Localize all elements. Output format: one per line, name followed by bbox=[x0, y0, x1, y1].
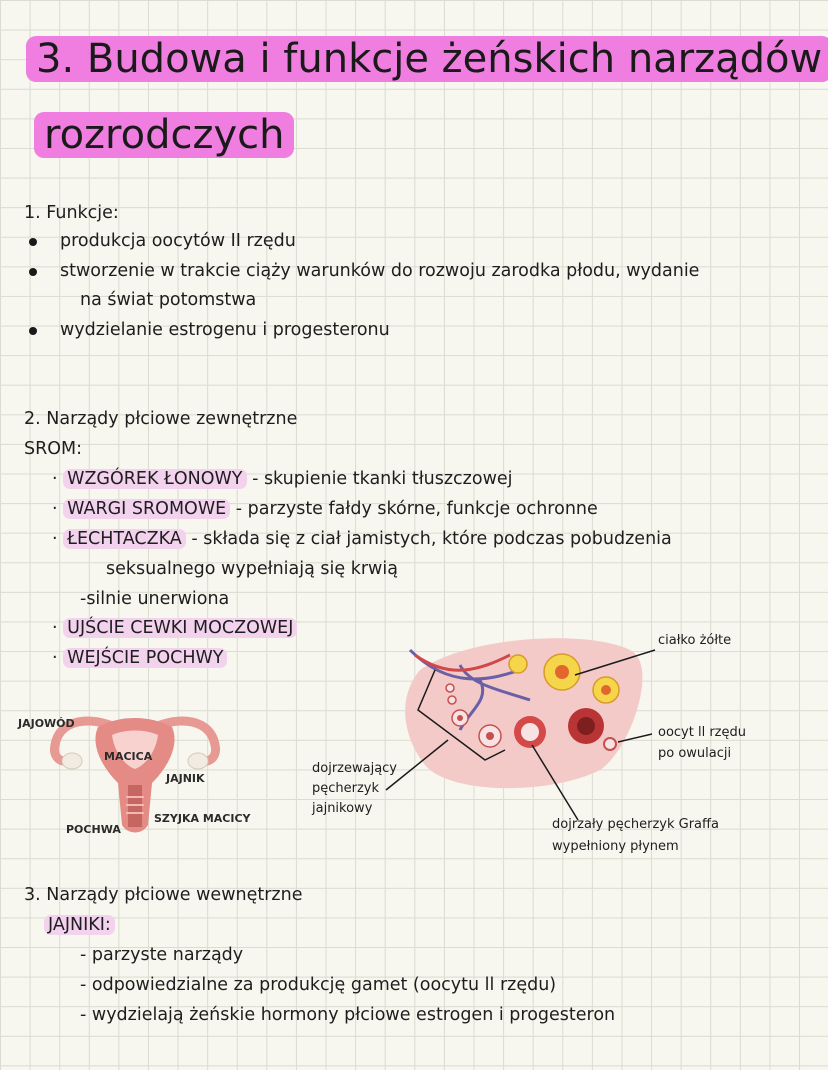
srom-label: SROM: bbox=[24, 439, 83, 459]
function-item: wydzielanie estrogenu i progesteronu bbox=[60, 320, 390, 340]
srom-item: · WARGI SROMOWE - parzyste fałdy skórne, funkcje ochronne bbox=[52, 499, 598, 519]
section1-heading: 1. Funkcje: bbox=[24, 203, 119, 223]
srom-item-cont: -silnie unerwiona bbox=[80, 589, 230, 609]
bullet bbox=[29, 238, 37, 246]
function-item: stworzenie w trakcie ciąży warunków do rozwoju zarodka płodu, wydanie bbox=[60, 261, 700, 281]
jajniki-item: - wydzielają żeńskie hormony płciowe estrogen i progesteron bbox=[80, 1005, 616, 1025]
function-item: produkcja oocytów II rzędu bbox=[60, 231, 296, 251]
term-highlight: WZGÓREK ŁONOWY bbox=[63, 469, 246, 489]
jajniki-highlight: JAJNIKI: bbox=[44, 915, 115, 935]
label-szyjka: SZYJKA MACICY bbox=[154, 812, 251, 825]
term-desc: - składa się z ciał jamistych, które podczas pobudzenia bbox=[185, 529, 672, 549]
term-highlight: ŁECHTACZKA bbox=[63, 529, 186, 549]
srom-item: · WEJŚCIE POCHWY bbox=[52, 647, 227, 669]
label-cialko-zolte: ciałko żółte bbox=[658, 633, 732, 648]
bullet bbox=[29, 268, 37, 276]
term-highlight: WEJŚCIE POCHWY bbox=[63, 648, 227, 668]
srom-item-cont: seksualnego wypełniają się krwią bbox=[106, 559, 398, 579]
label-jajnik: JAJNIK bbox=[166, 772, 205, 785]
section3-heading: 3. Narządy płciowe wewnętrzne bbox=[24, 885, 303, 905]
label-dojrzewajacy-line1: dojrzewający bbox=[312, 761, 398, 776]
term-desc: - skupienie tkanki tłuszczowej bbox=[246, 469, 513, 489]
label-dojrzewajacy-line3: jajnikowy bbox=[312, 801, 373, 816]
label-jajowod: JAJOWÓD bbox=[18, 717, 75, 730]
jajniki-item: - parzyste narządy bbox=[80, 945, 244, 965]
term-highlight: UJŚCIE CEWKI MOCZOWEJ bbox=[63, 618, 297, 638]
term-desc: - parzyste fałdy skórne, funkcje ochronne bbox=[230, 499, 598, 519]
label-macica: MACICA bbox=[104, 750, 153, 763]
label-graffa-line1: dojrzały pęcherzyk Graffa bbox=[552, 817, 719, 832]
label-oocyt-line2: po owulacji bbox=[658, 746, 732, 761]
label-dojrzewajacy-line2: pęcherzyk bbox=[312, 781, 380, 796]
function-item-cont: na świat potomstwa bbox=[80, 290, 257, 310]
label-pochwa: POCHWA bbox=[66, 823, 121, 836]
srom-item: · ŁECHTACZKA - składa się z ciał jamistych, które podczas pobudzenia bbox=[52, 529, 672, 549]
srom-item: · WZGÓREK ŁONOWY - skupienie tkanki tłuszczowej bbox=[52, 469, 513, 489]
label-oocyt-line1: oocyt ll rzędu bbox=[658, 725, 746, 740]
jajniki-label bbox=[44, 914, 115, 936]
jajniki-item: - odpowiedzialne za produkcję gamet (oocytu ll rzędu) bbox=[80, 975, 557, 995]
label-graffa-line2: wypełniony płynem bbox=[552, 839, 679, 854]
srom-item: · UJŚCIE CEWKI MOCZOWEJ bbox=[52, 617, 297, 639]
term-highlight: WARGI SROMOWE bbox=[63, 499, 230, 519]
page-title-line2: rozrodczych bbox=[34, 112, 294, 158]
section2-heading: 2. Narządy płciowe zewnętrzne bbox=[24, 409, 298, 429]
bullet bbox=[29, 327, 37, 335]
page-title-line1: 3. Budowa i funkcje żeńskich narządów bbox=[26, 36, 828, 82]
